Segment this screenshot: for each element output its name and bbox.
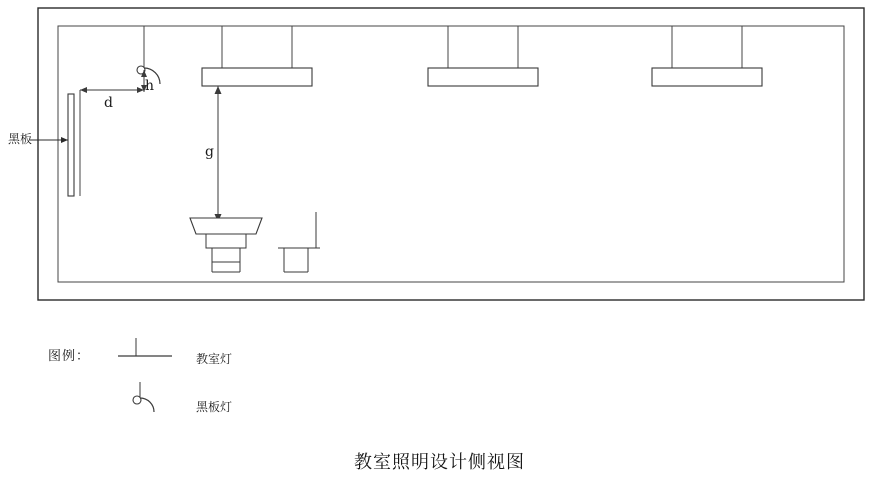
legend-blackboard-lamp-symbol <box>133 382 154 412</box>
legend-title: 图例： <box>48 349 91 364</box>
dimension-g-label: g <box>205 144 214 160</box>
classroom-lamp-2 <box>428 26 538 86</box>
classroom-lamp-1 <box>202 26 312 86</box>
legend-item-classroom-lamp-label: 教室灯 <box>196 352 233 366</box>
classroom-lamp-3 <box>652 26 762 86</box>
chair <box>278 212 320 272</box>
room-outer-wall <box>38 8 864 300</box>
dimension-d-label: d <box>104 95 113 111</box>
blackboard-lamp-icon <box>137 26 160 84</box>
blackboard <box>30 94 74 196</box>
dimension-g <box>215 86 222 222</box>
desk <box>190 218 262 272</box>
blackboard-label: 黑板 <box>8 132 33 146</box>
legend-classroom-lamp-symbol <box>118 338 172 356</box>
room-inner-outline <box>58 26 844 282</box>
figure-caption: 教室照明设计侧视图 <box>354 452 525 473</box>
legend-item-blackboard-lamp-label: 黑板灯 <box>196 400 233 414</box>
dimension-h-label: h <box>145 78 155 94</box>
